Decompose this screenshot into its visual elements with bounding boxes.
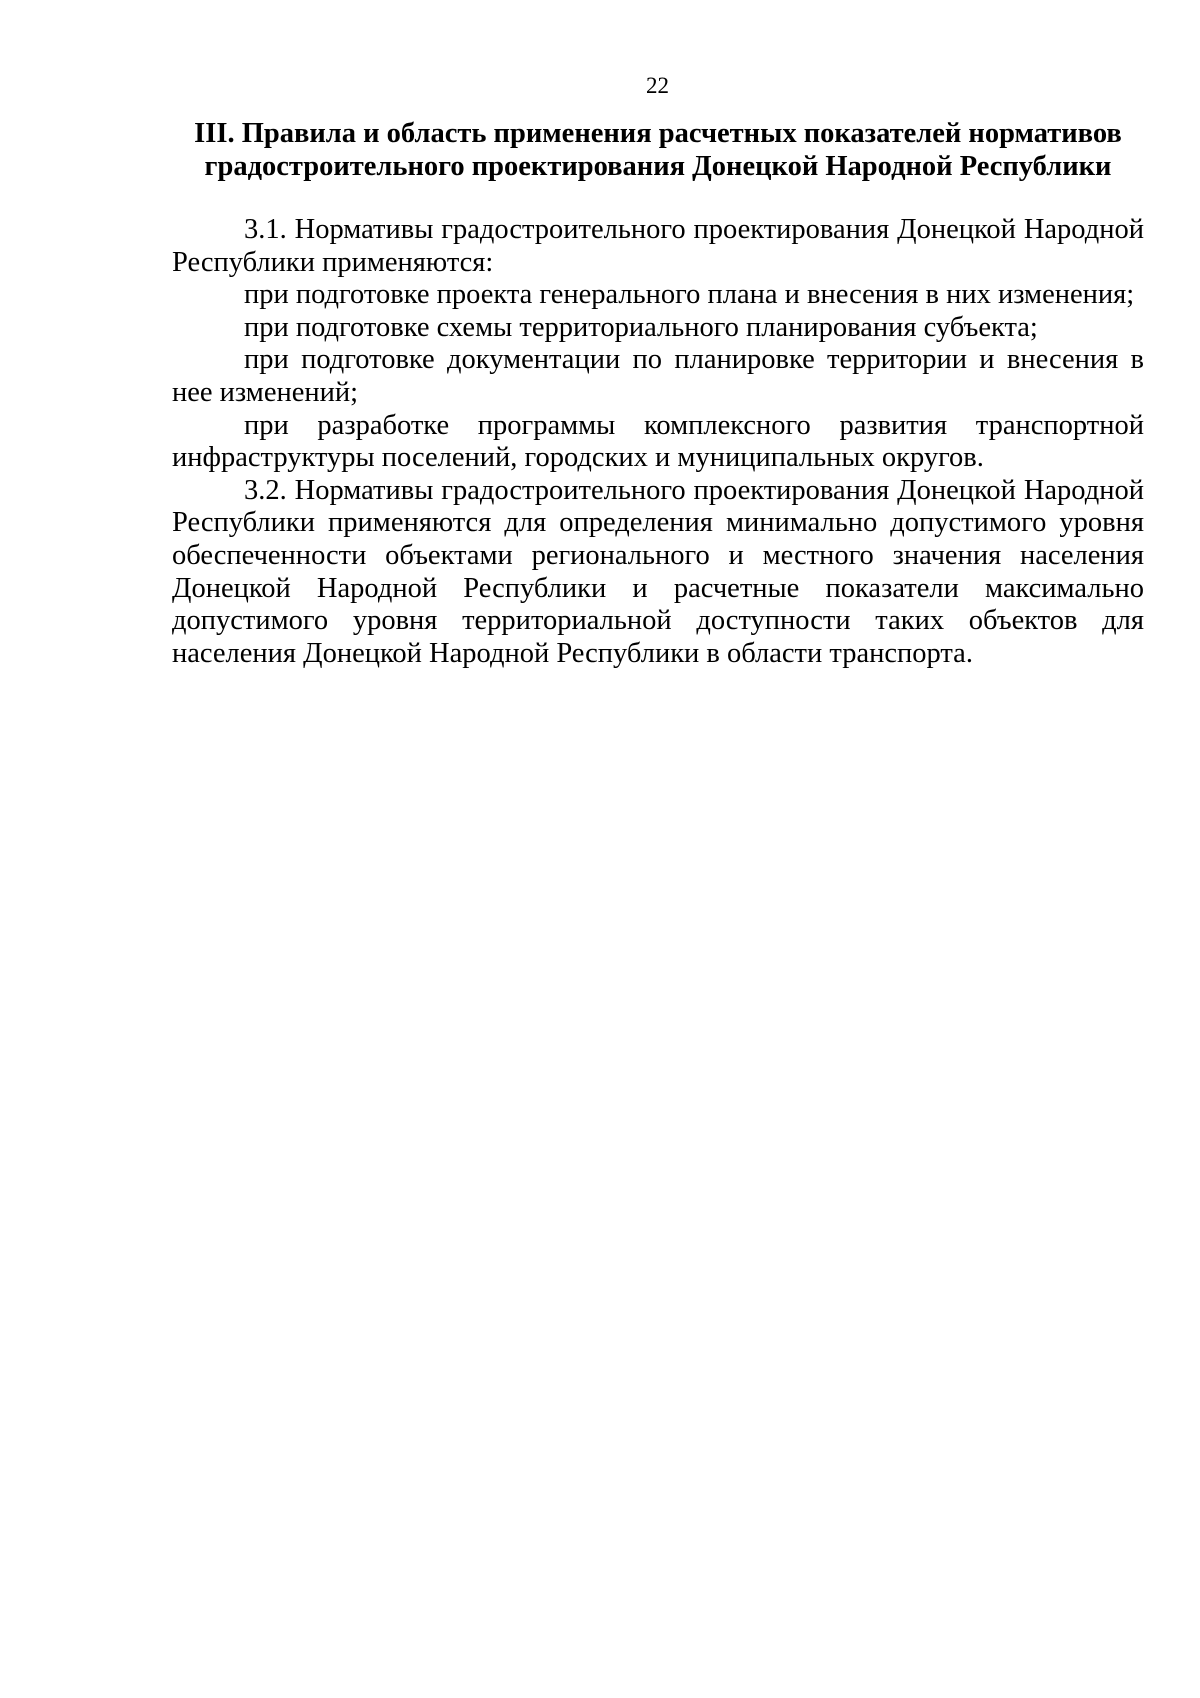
paragraph-3-1: 3.1. Нормативы градостроительного проектирования Донецкой Народной Республики применяются: bbox=[172, 214, 1144, 278]
list-item-general-plan: при подготовке проекта генерального плана и внесения в них изменения; bbox=[244, 279, 1135, 311]
paragraph-3-2: 3.2. Нормативы градостроительного проектирования Донецкой Народной Республики применяются для определения минимально допустимого уровня обеспеченности объектами регионального и местного значения населения Донецкой Народной Республики и расчетные показатели максимально допустимого уровня территориальной доступности таких объектов для населения Донецкой Народной Республики в области транспорта. bbox=[172, 474, 1144, 669]
section-heading-line-1: III. Правила и область применения расчетных показателей нормативов bbox=[194, 118, 1122, 149]
section-heading bbox=[172, 117, 1144, 183]
section-body bbox=[172, 214, 1144, 670]
section-heading-line-2: градостроительного проектирования Донецкой Народной Республики bbox=[204, 151, 1112, 182]
list-item-territorial-scheme: при подготовке схемы территориального планирования субъекта; bbox=[244, 311, 1038, 343]
list-item-transport-program: при разработке программы комплексного развития транспортной инфраструктуры поселений, городских и муниципальных округов. bbox=[172, 409, 1144, 474]
list-item-planning-documentation: при подготовке документации по планировке территории и внесения в нее изменений; bbox=[172, 344, 1144, 408]
page-number: 22 bbox=[646, 73, 669, 98]
